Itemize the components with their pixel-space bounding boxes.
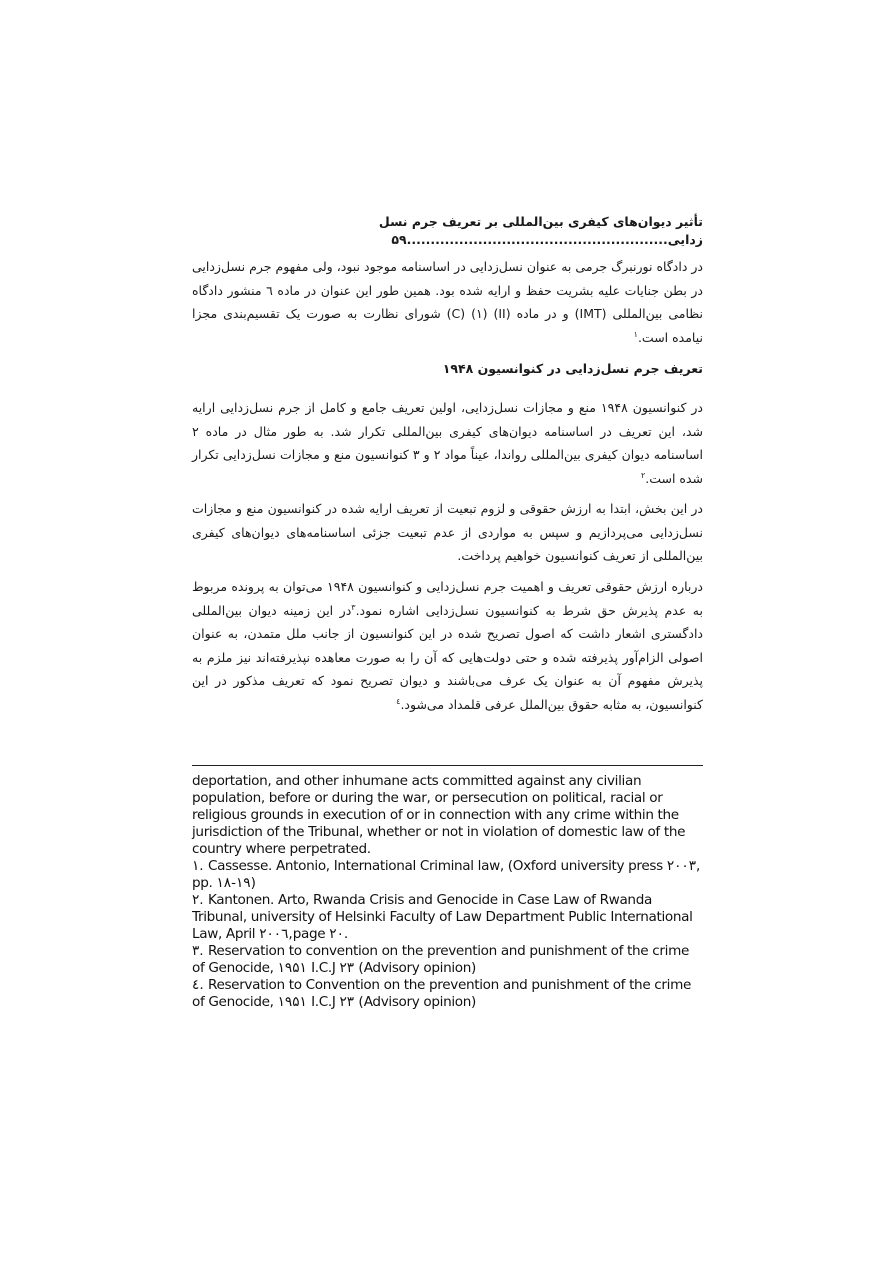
footnotes-section <box>192 773 703 1011</box>
footnote-continuation: deportation, and other inhumane acts committed against any civilian population, before or during the war, or persecution on political, racial or religious grounds in execution of or in connection with any crime within the jurisdiction of the Tribunal, whether or not in violation of domestic law of the country where perpetrated. <box>192 773 686 857</box>
footnote-3: ۳. Reservation to convention on the prevention and punishment of the crime of Genocide, ۱۹۵۱ I.C.J ۲۳ (Advisory opinion) <box>192 943 689 976</box>
body-paragraph-1 <box>192 255 703 349</box>
toc-entry <box>192 213 703 249</box>
paragraph-4-text-part-2: در این زمینه دیوان بین‌المللی دادگستری اشعار داشت که اصول تصریح شده در این کنوانسیون از جانب ملل متمدن، به عنوان اصولی الزام‌آور پذیرفته شده و حتی دولت‌هایی که آن را به صورت معاهده نپذیرفته‌اند نیز ملزم به پذیرش مفهوم آن به عنوان یک عرف می‌باشند و دیوان تصریح نمود که تعریف مذکور در این کنوانسیون، به مثابه حقوق بین‌الملل عرفی قلمداد می‌شود. <box>192 602 703 712</box>
footnote-ref-1: ۱ <box>633 329 638 339</box>
paragraph-2-text: در کنوانسیون ۱۹۴۸ منع و مجازات نسل‌زدایی، اولین تعریف جامع و کامل از جرم نسل‌زدایی ارایه شد، این تعریف در اساسنامه دیوان‌های کیفری بین‌المللی تکرار شد. به طور مثال در ماده ۲ اساسنامه دیوان کیفری بین‌المللی رواندا، عیناً مواد ۲ و ۳ کنوانسیون منع و مجازات نسل‌زدایی تکرار شده است. <box>192 400 703 486</box>
toc-entry-line-2: زدایی.......................................................۵۹ <box>391 232 703 247</box>
body-paragraph-4 <box>192 575 703 716</box>
paragraph-3-text: در این بخش، ابتدا به ارزش حقوقی و لزوم تبعیت از تعریف ارایه شده در کنوانسیون منع و مجازات نسل‌زدایی می‌پردازیم و سپس به مواردی از عدم تبعیت جزئی اساسنامه‌های دیوان‌های کیفری بین‌المللی از تعریف کنوانسیون خواهیم پرداخت. <box>192 501 703 563</box>
footnote-ref-2: ۲ <box>640 470 646 480</box>
paragraph-1-text: در دادگاه نورنبرگ جرمی به عنوان نسل‌زدایی در اساسنامه موجود نبود، ولی مفهوم جرم نسل‌زدایی در بطن جنایات علیه بشریت حفظ و ارایه شده بود. همین طور این عنوان در ماده ٦ منشور دادگاه نظامی بین‌المللی (IMT) و در ماده (II) (۱) (C) شورای نظارت به صورت یک تقسیم‌بندی مجزا نیامده است. <box>192 259 704 345</box>
footnote-ref-4: ٤ <box>396 696 401 706</box>
footnote-2: ۲. Kantonen. Arto, Rwanda Crisis and Genocide in Case Law of Rwanda Tribunal, university of Helsinki Faculty of Law Department Public International Law, April ۲۰۰٦,page ۲۰. <box>192 892 693 942</box>
footnote-1: ۱. Cassesse. Antonio, International Criminal law, (Oxford university press ۲۰۰۳, pp. ۱۸-۱۹) <box>192 858 701 891</box>
section-heading: تعریف جرم نسل‌زدایی در کنوانسیون ۱۹۴۸ <box>442 361 703 376</box>
footnote-separator <box>192 765 703 766</box>
toc-entry-line-1: تأثیر دیوان‌های کیفری بین‌المللی بر تعریف جرم نسل <box>378 214 703 229</box>
paragraph-4-text-part-1: درباره ارزش حقوقی تعریف و اهمیت جرم نسل‌زدایی و کنوانسیون ۱۹۴۸ می‌توان به پرونده مربوط به عدم پذیرش حق شرط به کنوانسیون نسل‌زدایی اشاره نمود. <box>192 579 703 618</box>
footnote-ref-3: ۳ <box>351 602 356 612</box>
body-paragraph-2 <box>192 396 703 490</box>
body-paragraph-3 <box>192 497 703 568</box>
footnote-4: ٤. Reservation to Convention on the prevention and punishment of the crime of Genocide, ۱۹۵۱ I.C.J ۲۳ (Advisory opinion) <box>192 977 691 1010</box>
